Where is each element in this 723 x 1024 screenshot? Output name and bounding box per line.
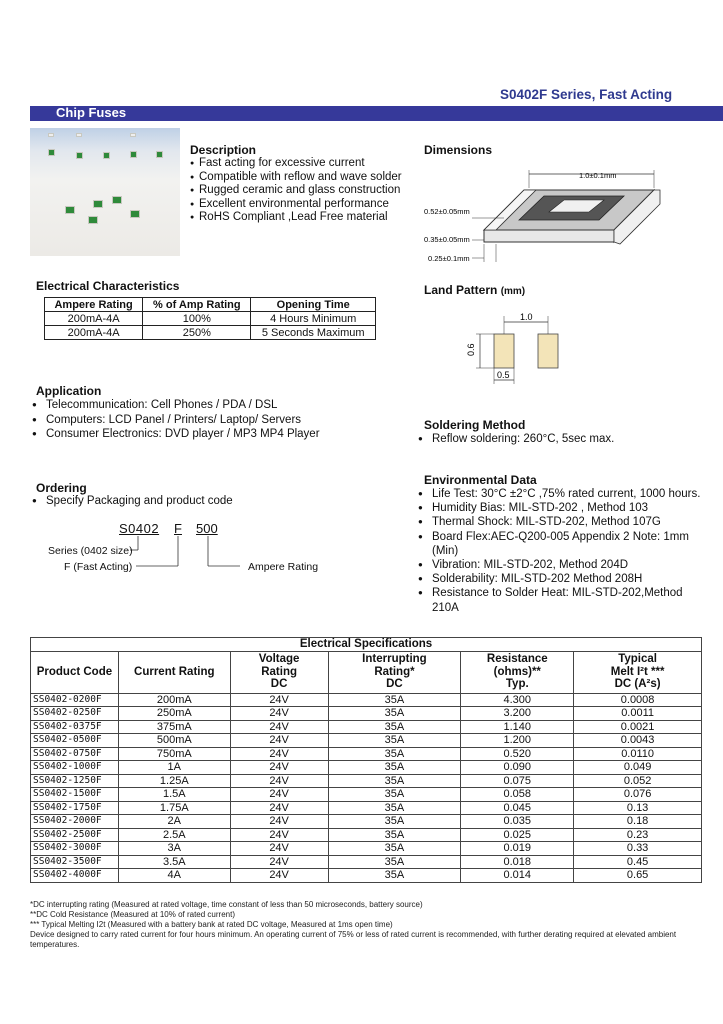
header-line: Interrupting (362, 653, 427, 666)
table-cell: 0.13 (574, 801, 702, 815)
header-line: Voltage (258, 653, 300, 666)
column-header: % of Amp Rating (143, 298, 251, 312)
table-cell: 0.0011 (574, 707, 702, 721)
table-cell: SS0402-0250F (31, 707, 119, 721)
header-line: (ohms)** (493, 665, 541, 678)
table-cell: 24V (230, 720, 328, 734)
ordering-label-series: Series (0402 size) (48, 545, 133, 557)
land-dim-side: 0.6 (466, 343, 476, 356)
header-line: Melt I²t *** (610, 665, 665, 678)
ordering-label-ampere: Ampere Rating (248, 561, 319, 573)
header-line: Typ. (505, 678, 529, 691)
electrical-specifications-table (30, 637, 702, 883)
list-item: ● RoHS Compliant ,Lead Free material (190, 211, 402, 225)
table-cell: SS0402-1250F (31, 774, 119, 788)
list-item: ● Computers: LCD Panel / Printers/ Laptop/ Servers (30, 413, 320, 428)
dimensions-heading: Dimensions (424, 143, 493, 157)
description-list (190, 157, 402, 225)
length-label: 1.0±0.1mm (579, 171, 617, 180)
table-cell: 35A (328, 734, 461, 748)
land-pattern-unit: (mm) (500, 286, 526, 297)
chip-image (48, 133, 54, 137)
table-cell: 0.33 (574, 842, 702, 856)
table-cell: 3.200 (461, 707, 574, 721)
column-header: Opening Time (251, 298, 376, 312)
product-photo (30, 128, 180, 256)
table-row (31, 828, 702, 842)
table-cell: SS0402-1000F (31, 761, 119, 775)
table-cell: 1.25A (118, 774, 230, 788)
list-item: ● Consumer Electronics: DVD player / MP3 MP4 Player (30, 427, 320, 442)
column-header (574, 651, 702, 693)
footnote: **DC Cold Resistance (Measured at 10% of rated current) (30, 910, 235, 919)
table-row (31, 747, 702, 761)
table-cell: 24V (230, 761, 328, 775)
table-cell: 250mA (118, 707, 230, 721)
height-label: 0.35±0.05mm (424, 235, 470, 244)
table-cell: 1.200 (461, 734, 574, 748)
table-cell: 0.0110 (574, 747, 702, 761)
list-item: ● Compatible with reflow and wave solder (190, 171, 402, 185)
ordering-code-part1: S0402 (119, 521, 160, 536)
table-cell: 0.0021 (574, 720, 702, 734)
table-cell: 0.025 (461, 828, 574, 842)
table-cell: 35A (328, 693, 461, 707)
land-dim-bottom: 0.5 (497, 370, 510, 380)
footnote: *DC interrupting rating (Measured at rated voltage, time constant of less than 50 microseconds, battery source) (30, 900, 423, 909)
table-cell: 0.019 (461, 842, 574, 856)
table-cell: SS0402-4000F (31, 869, 119, 883)
ordering-heading: Ordering (36, 481, 87, 495)
table-cell: 35A (328, 815, 461, 829)
list-item: ● Resistance to Solder Heat: MIL-STD-202,Method 210A (416, 586, 706, 614)
chip-image (103, 152, 110, 159)
table-cell: 5 Seconds Maximum (251, 326, 376, 340)
table-cell: 2.5A (118, 828, 230, 842)
table-cell: 4A (118, 869, 230, 883)
section-title: Chip Fuses (56, 105, 127, 120)
table-cell: 750mA (118, 747, 230, 761)
list-item: ● Humidity Bias: MIL-STD-202 , Method 103 (416, 501, 706, 515)
width-label: 0.52±0.05mm (424, 207, 470, 216)
table-cell: 1.75A (118, 801, 230, 815)
table-cell: 0.045 (461, 801, 574, 815)
table-cell: SS0402-3500F (31, 855, 119, 869)
ordering-code-part2: F (174, 521, 182, 536)
chip-image (93, 200, 103, 208)
application-heading: Application (36, 384, 102, 398)
table-cell: 200mA-4A (45, 326, 143, 340)
chip-image (112, 196, 122, 204)
table-cell: 0.035 (461, 815, 574, 829)
table-cell: 0.0043 (574, 734, 702, 748)
table-cell: 24V (230, 828, 328, 842)
table-row (31, 707, 702, 721)
land-pattern-title: Land Pattern (424, 283, 498, 297)
table-cell: 24V (230, 869, 328, 883)
list-item: ● Reflow soldering: 260°C, 5sec max. (416, 432, 614, 447)
table-row (31, 855, 702, 869)
column-header (328, 651, 461, 693)
list-item: ● Vibration: MIL-STD-202, Method 204D (416, 558, 706, 572)
table-title-row (31, 638, 702, 652)
table-cell: 24V (230, 774, 328, 788)
column-header: Ampere Rating (45, 298, 143, 312)
table-cell: SS0402-0750F (31, 747, 119, 761)
table-cell: SS0402-0200F (31, 693, 119, 707)
ordering-connector-lines (130, 536, 240, 570)
chip-image (130, 210, 140, 218)
table-cell: 0.090 (461, 761, 574, 775)
column-header: Current Rating (118, 651, 230, 693)
table-cell: 4.300 (461, 693, 574, 707)
table-cell: SS0402-2500F (31, 828, 119, 842)
table-row (31, 815, 702, 829)
table-cell: SS0402-0375F (31, 720, 119, 734)
list-item: ● Solderability: MIL-STD-202 Method 208H (416, 572, 706, 586)
chip-image (76, 152, 83, 159)
table-cell: 35A (328, 869, 461, 883)
land-pattern-diagram (462, 310, 562, 386)
header-line: DC (386, 678, 403, 691)
table-cell: 35A (328, 842, 461, 856)
list-item: ● Thermal Shock: MIL-STD-202, Method 107G (416, 515, 706, 529)
list-item: ● Fast acting for excessive current (190, 157, 402, 171)
table-cell: 0.65 (574, 869, 702, 883)
table-cell: 0.052 (574, 774, 702, 788)
table-row (45, 326, 376, 340)
table-cell: 35A (328, 720, 461, 734)
header-line: Typical (618, 653, 657, 666)
ordering-list (30, 494, 233, 509)
table-cell: 500mA (118, 734, 230, 748)
soldering-heading: Soldering Method (424, 418, 526, 432)
column-header (230, 651, 328, 693)
chip-image (130, 133, 136, 137)
header-line: Resistance (486, 653, 548, 666)
footnote: *** Typical Melting I2t (Measured with a battery bank at rated DC voltage, Measured at 1ms open time) (30, 920, 393, 929)
table-cell: 4 Hours Minimum (251, 312, 376, 326)
table-cell: 250% (143, 326, 251, 340)
table-cell: 24V (230, 747, 328, 761)
table-cell: 24V (230, 707, 328, 721)
table-cell: 1.5A (118, 788, 230, 802)
table-cell: SS0402-1750F (31, 801, 119, 815)
table-cell: 35A (328, 855, 461, 869)
table-cell: 24V (230, 855, 328, 869)
table-cell: 0.049 (574, 761, 702, 775)
section-bar (30, 106, 723, 121)
list-item: ● Rugged ceramic and glass construction (190, 184, 402, 198)
table-cell: 35A (328, 828, 461, 842)
table-cell: 24V (230, 801, 328, 815)
terminal-label: 0.25±0.1mm (428, 254, 470, 263)
table-row (31, 869, 702, 883)
table-cell: 24V (230, 815, 328, 829)
table-cell: 24V (230, 788, 328, 802)
table-cell: 0.45 (574, 855, 702, 869)
table-cell: SS0402-0500F (31, 734, 119, 748)
table-cell: 200mA-4A (45, 312, 143, 326)
chip-image (130, 151, 137, 158)
list-item: ● Life Test: 30°C ±2°C ,75% rated current, 1000 hours. (416, 487, 706, 501)
column-header (461, 651, 574, 693)
table-cell: 35A (328, 761, 461, 775)
table-cell: 1A (118, 761, 230, 775)
table-cell: 0.075 (461, 774, 574, 788)
table-row (31, 774, 702, 788)
table-cell: 100% (143, 312, 251, 326)
table-row (31, 788, 702, 802)
soldering-list (416, 432, 614, 447)
list-item: ● Telecommunication: Cell Phones / PDA / DSL (30, 398, 320, 413)
table-cell: 0.058 (461, 788, 574, 802)
table-cell: 24V (230, 693, 328, 707)
ordering-label-fast: F (Fast Acting) (64, 561, 133, 573)
land-dim-top: 1.0 (520, 312, 533, 322)
table-row (31, 734, 702, 748)
header-line: Rating (261, 665, 297, 678)
chip-image (76, 133, 82, 137)
series-title: S0402F Series, Fast Acting (500, 87, 673, 102)
header-line: DC (270, 678, 288, 691)
table-cell: SS0402-3000F (31, 842, 119, 856)
table-header-row (45, 298, 376, 312)
table-cell: 0.0008 (574, 693, 702, 707)
table-cell: 0.014 (461, 869, 574, 883)
table-cell: 375mA (118, 720, 230, 734)
table-cell: 3.5A (118, 855, 230, 869)
table-title: Electrical Specifications (31, 638, 702, 652)
table-header-row (31, 651, 702, 693)
chip-image (88, 216, 98, 224)
chip-image (65, 206, 75, 214)
table-row (31, 761, 702, 775)
table-cell: 0.18 (574, 815, 702, 829)
table-cell: 24V (230, 734, 328, 748)
description-heading: Description (190, 143, 257, 157)
chip-image (48, 149, 55, 156)
environmental-heading: Environmental Data (424, 473, 537, 487)
table-row (31, 842, 702, 856)
table-cell: SS0402-1500F (31, 788, 119, 802)
table-cell: 0.23 (574, 828, 702, 842)
header-line: DC (A²s) (614, 678, 661, 691)
table-row (45, 312, 376, 326)
table-cell: 2A (118, 815, 230, 829)
table-row (31, 720, 702, 734)
table-cell: 200mA (118, 693, 230, 707)
table-cell: 3A (118, 842, 230, 856)
table-cell: 35A (328, 707, 461, 721)
table-cell: 35A (328, 747, 461, 761)
column-header: Product Code (31, 651, 119, 693)
header-line: Rating* (374, 665, 415, 678)
footnotes (30, 900, 702, 950)
table-cell: SS0402-2000F (31, 815, 119, 829)
table-cell: 0.520 (461, 747, 574, 761)
table-cell: 35A (328, 788, 461, 802)
list-item: ● Excellent environmental performance (190, 198, 402, 212)
application-list (30, 398, 320, 442)
ordering-code-part3: 500 (196, 521, 218, 536)
electrical-characteristics-table (44, 297, 376, 340)
table-cell: 0.018 (461, 855, 574, 869)
environmental-list (416, 487, 706, 615)
table-cell: 0.076 (574, 788, 702, 802)
chip-image (156, 151, 163, 158)
table-row (31, 693, 702, 707)
table-cell: 24V (230, 842, 328, 856)
footnote: Device designed to carry rated current for four hours minimum. An operating current of 75% or less of rated current is recommended, with further derating required at elevated ambient temperatures. (30, 930, 677, 949)
list-item: ● Board Flex:AEC-Q200-005 Appendix 2 Note: 1mm (Min) (416, 530, 706, 558)
electrical-characteristics-heading: Electrical Characteristics (36, 279, 180, 293)
list-item: ● Specify Packaging and product code (30, 494, 233, 509)
electrical-specifications-body (31, 693, 702, 882)
table-cell: 35A (328, 801, 461, 815)
table-row (31, 801, 702, 815)
land-pattern-heading (424, 283, 525, 297)
table-cell: 1.140 (461, 720, 574, 734)
table-cell: 35A (328, 774, 461, 788)
dimensions-diagram (424, 160, 664, 270)
